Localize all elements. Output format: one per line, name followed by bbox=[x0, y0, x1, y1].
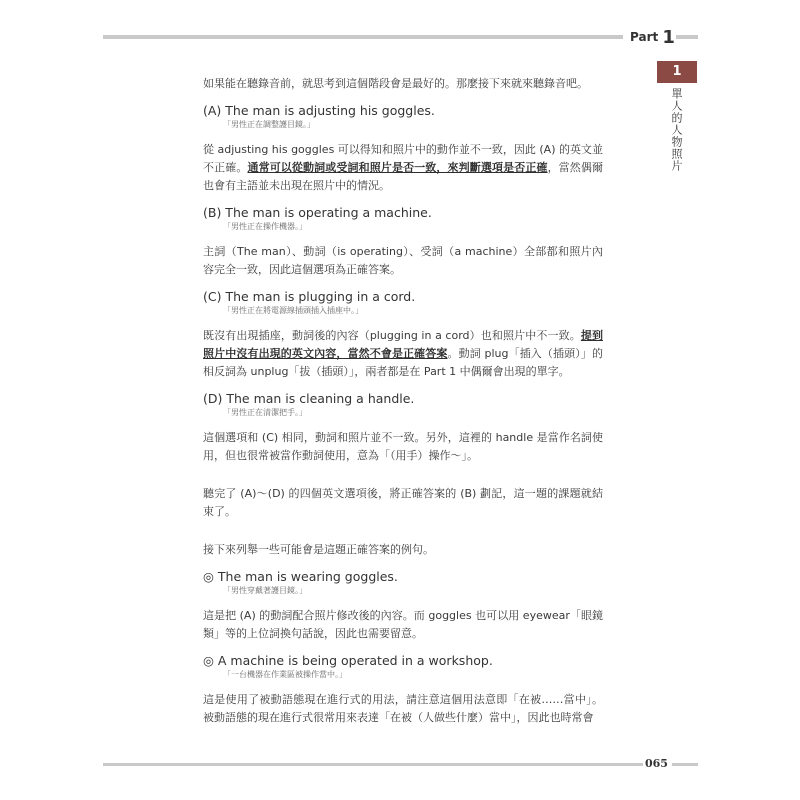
part-number: 1 bbox=[662, 27, 675, 48]
header-rule-end bbox=[676, 35, 698, 39]
explanation-a-text-2: ，當然偶爾也會有主語並未出現在照片中的情況。 bbox=[203, 161, 604, 192]
footer-rule-end bbox=[672, 763, 698, 766]
example-2 bbox=[203, 653, 603, 681]
chapter-tab-number: 1 bbox=[657, 61, 697, 83]
chapter-tab-title: 單人的人物照片 bbox=[670, 88, 683, 172]
part-word: Part bbox=[630, 30, 659, 44]
intro-paragraph: 如果能在聽錄音前，就思考到這個階段會是最好的。那麼接下來就來聽錄音吧。 bbox=[203, 77, 588, 90]
option-b-english: (B) The man is operating a machine. bbox=[203, 205, 432, 220]
option-b bbox=[203, 205, 603, 233]
spacer bbox=[203, 475, 603, 485]
explanation-c bbox=[203, 327, 603, 381]
explanation-a-text-1: 從 adjusting his goggles 可以得知和照片中的動作並不一致，因此 (A) 的英文並不正確。 bbox=[203, 143, 603, 174]
option-a bbox=[203, 103, 603, 131]
example-2-english: ◎ A machine is being operated in a workshop. bbox=[203, 653, 493, 668]
after-listening-paragraph: 聽完了 (A)～(D) 的四個英文選項後，將正確答案的 (B) 劃記，這一題的課題就結束了。 bbox=[203, 487, 603, 518]
examples-intro: 接下來列舉一些可能會是這題正確答案的例句。 bbox=[203, 543, 434, 556]
page-body bbox=[203, 75, 603, 737]
explanation-c-text-1: 既沒有出現插座，動詞後的內容（plugging in a cord）也和照片中不一致。 bbox=[203, 329, 581, 342]
explanation-a bbox=[203, 141, 603, 195]
option-a-translation: 「男性正在調整護目鏡。」 bbox=[223, 120, 315, 129]
explanation-b: 主詞（The man）、動詞（is operating）、受詞（a machine）全部都和照片內容完全一致，因此這個選項為正確答案。 bbox=[203, 245, 603, 276]
explanation-c-text-2: 。動詞 plug「插入（插頭）」的相反詞為 unplug「拔（插頭）」，兩者都是在 Part 1 中偶爾會出現的單字。 bbox=[203, 347, 603, 378]
option-d bbox=[203, 391, 603, 419]
example-1 bbox=[203, 569, 603, 597]
part-label bbox=[630, 27, 675, 48]
option-d-english: (D) The man is cleaning a handle. bbox=[203, 391, 415, 406]
option-b-translation: 「男性正在操作機器。」 bbox=[223, 222, 307, 231]
option-c bbox=[203, 289, 603, 317]
option-a-english: (A) The man is adjusting his goggles. bbox=[203, 103, 435, 118]
page-number: 065 bbox=[645, 757, 668, 770]
option-c-english: (C) The man is plugging in a cord. bbox=[203, 289, 416, 304]
explanation-a-emphasis: 通常可以從動詞或受詞和照片是否一致，來判斷選項是否正確 bbox=[247, 161, 548, 174]
example-2-translation: 「一台機器在作業區被操作當中。」 bbox=[223, 670, 347, 679]
example-1-translation: 「男性穿戴著護目鏡。」 bbox=[223, 586, 307, 595]
explanation-c-emphasis: 提到照片中沒有出現的英文內容，當然不會是正確答案 bbox=[203, 329, 603, 360]
example-1-explanation: 這是把 (A) 的動詞配合照片修改後的內容。而 goggles 也可以用 eyewear「眼鏡類」等的上位詞換句話說，因此也需要留意。 bbox=[203, 609, 603, 640]
explanation-d: 這個選項和 (C) 相同，動詞和照片並不一致。另外，這裡的 handle 是當作名詞使用，但也很常被當作動詞使用，意為「（用手）操作～」。 bbox=[203, 431, 603, 462]
header-rule bbox=[103, 35, 623, 39]
footer-rule bbox=[103, 763, 643, 766]
option-c-translation: 「男性正在將電源線插頭插入插座中。」 bbox=[223, 306, 363, 315]
example-1-english: ◎ The man is wearing goggles. bbox=[203, 569, 398, 584]
option-d-translation: 「男性正在清潔把手。」 bbox=[223, 408, 307, 417]
spacer bbox=[203, 531, 603, 541]
example-2-explanation: 這是使用了被動語態現在進行式的用法，請注意這個用法意即「在被……當中」。被動語態的現在進行式很常用來表達「在被（人做些什麼）當中」，因此也時常會 bbox=[203, 693, 603, 724]
